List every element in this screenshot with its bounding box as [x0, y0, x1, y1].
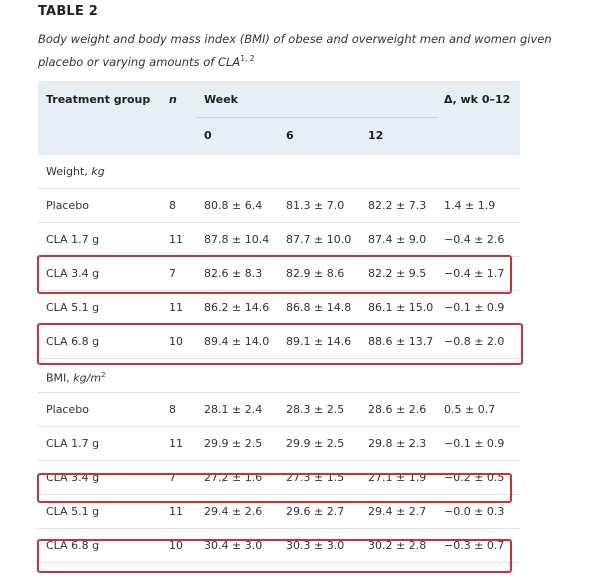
- weight-cell-delta: −0.4 ± 2.6: [444, 233, 505, 246]
- header-week-12: 12: [368, 129, 384, 142]
- weight-cell-group: CLA 6.8 g: [46, 335, 100, 348]
- caption-footnote-marks: 1, 2: [240, 54, 255, 63]
- bmi-cell-w0: 29.4 ± 2.6: [204, 505, 263, 518]
- weight-cell-w12: 82.2 ± 9.5: [368, 267, 427, 280]
- bmi-cell-delta: −0.2 ± 0.5: [444, 471, 505, 484]
- weight-row: [38, 291, 520, 325]
- header-treatment-group: Treatment group: [46, 93, 151, 106]
- weight-rows: [38, 189, 520, 359]
- bmi-cell-w12: 29.8 ± 2.3: [368, 437, 427, 450]
- bmi-cell-n: 7: [169, 471, 176, 484]
- weight-row: [38, 223, 520, 257]
- bmi-cell-group: CLA 6.8 g: [46, 539, 100, 552]
- bmi-row: [38, 393, 520, 427]
- weight-row: [38, 189, 520, 223]
- weight-section-header: [38, 155, 520, 189]
- table-body: [38, 155, 520, 563]
- weight-cell-group: CLA 3.4 g: [46, 267, 100, 280]
- weight-cell-w12: 88.6 ± 13.7: [368, 335, 434, 348]
- bmi-cell-w12: 29.4 ± 2.7: [368, 505, 427, 518]
- weight-cell-w0: 82.6 ± 8.3: [204, 267, 263, 280]
- bmi-section-unit: kg/m: [73, 371, 102, 385]
- header-week-6: 6: [286, 129, 294, 142]
- bmi-cell-group: Placebo: [46, 403, 89, 416]
- bmi-cell-delta: 0.5 ± 0.7: [444, 403, 496, 416]
- bmi-cell-w6: 27.3 ± 1.5: [286, 471, 345, 484]
- bmi-cell-group: CLA 3.4 g: [46, 471, 100, 484]
- weight-cell-n: 8: [169, 199, 176, 212]
- weight-row: [38, 325, 520, 359]
- weight-cell-w0: 86.2 ± 14.6: [204, 301, 270, 314]
- weight-cell-n: 7: [169, 267, 176, 280]
- weight-cell-w6: 86.8 ± 14.8: [286, 301, 352, 314]
- weight-cell-delta: 1.4 ± 1.9: [444, 199, 496, 212]
- bmi-cell-w6: 30.3 ± 3.0: [286, 539, 345, 552]
- bmi-section-label: BMI,: [46, 371, 74, 385]
- bmi-cell-w0: 29.9 ± 2.5: [204, 437, 263, 450]
- bmi-section-header: [38, 359, 520, 393]
- bmi-cell-w6: 28.3 ± 2.5: [286, 403, 345, 416]
- bmi-row: [38, 427, 520, 461]
- caption-text: Body weight and body mass index (BMI) of obese and overweight men and women given placebo or varying amounts of CLA: [38, 32, 552, 69]
- weight-cell-group: Placebo: [46, 199, 89, 212]
- bmi-cell-w12: 28.6 ± 2.6: [368, 403, 427, 416]
- bmi-cell-n: 8: [169, 403, 176, 416]
- weight-cell-group: CLA 5.1 g: [46, 301, 100, 314]
- bmi-cell-delta: −0.1 ± 0.9: [444, 437, 505, 450]
- bmi-cell-w12: 27.1 ± 1.9: [368, 471, 427, 484]
- bmi-cell-delta: −0.3 ± 0.7: [444, 539, 505, 552]
- weight-row: [38, 257, 520, 291]
- header-week-0: 0: [204, 129, 212, 142]
- bmi-rows: [38, 393, 520, 563]
- bmi-cell-w12: 30.2 ± 2.8: [368, 539, 427, 552]
- header-week: Week: [204, 93, 238, 106]
- bmi-row: [38, 495, 520, 529]
- bmi-cell-w6: 29.9 ± 2.5: [286, 437, 345, 450]
- weight-cell-w0: 87.8 ± 10.4: [204, 233, 270, 246]
- weight-cell-w6: 87.7 ± 10.0: [286, 233, 352, 246]
- bmi-cell-w6: 29.6 ± 2.7: [286, 505, 345, 518]
- weight-cell-delta: −0.1 ± 0.9: [444, 301, 505, 314]
- weight-cell-w12: 87.4 ± 9.0: [368, 233, 427, 246]
- week-header-rule: [196, 117, 438, 118]
- header-n: n: [169, 93, 177, 106]
- bmi-row: [38, 461, 520, 495]
- weight-cell-n: 10: [169, 335, 183, 348]
- weight-cell-w6: 81.3 ± 7.0: [286, 199, 345, 212]
- table-caption: [38, 30, 598, 72]
- bmi-cell-n: 11: [169, 505, 183, 518]
- table-title: TABLE 2: [38, 4, 98, 19]
- header-delta: Δ, wk 0–12: [444, 93, 511, 106]
- weight-cell-n: 11: [169, 233, 183, 246]
- bmi-cell-n: 10: [169, 539, 183, 552]
- weight-cell-group: CLA 1.7 g: [46, 233, 100, 246]
- weight-cell-w6: 82.9 ± 8.6: [286, 267, 345, 280]
- bmi-cell-n: 11: [169, 437, 183, 450]
- bmi-cell-group: CLA 5.1 g: [46, 505, 100, 518]
- bmi-cell-w0: 27.2 ± 1.6: [204, 471, 263, 484]
- bmi-section-unit-exponent: 2: [101, 371, 106, 379]
- weight-section-unit: kg: [91, 165, 105, 178]
- weight-cell-w12: 82.2 ± 7.3: [368, 199, 427, 212]
- bmi-cell-group: CLA 1.7 g: [46, 437, 100, 450]
- bmi-cell-w0: 28.1 ± 2.4: [204, 403, 263, 416]
- bmi-cell-w0: 30.4 ± 3.0: [204, 539, 263, 552]
- weight-cell-w12: 86.1 ± 15.0: [368, 301, 434, 314]
- weight-cell-w6: 89.1 ± 14.6: [286, 335, 352, 348]
- weight-cell-n: 11: [169, 301, 183, 314]
- table-header: [38, 81, 520, 155]
- weight-cell-delta: −0.4 ± 1.7: [444, 267, 505, 280]
- weight-cell-w0: 80.8 ± 6.4: [204, 199, 263, 212]
- bmi-cell-delta: −0.0 ± 0.3: [444, 505, 505, 518]
- weight-cell-delta: −0.8 ± 2.0: [444, 335, 505, 348]
- weight-section-label: Weight,: [46, 165, 92, 178]
- bmi-row: [38, 529, 520, 563]
- weight-cell-w0: 89.4 ± 14.0: [204, 335, 270, 348]
